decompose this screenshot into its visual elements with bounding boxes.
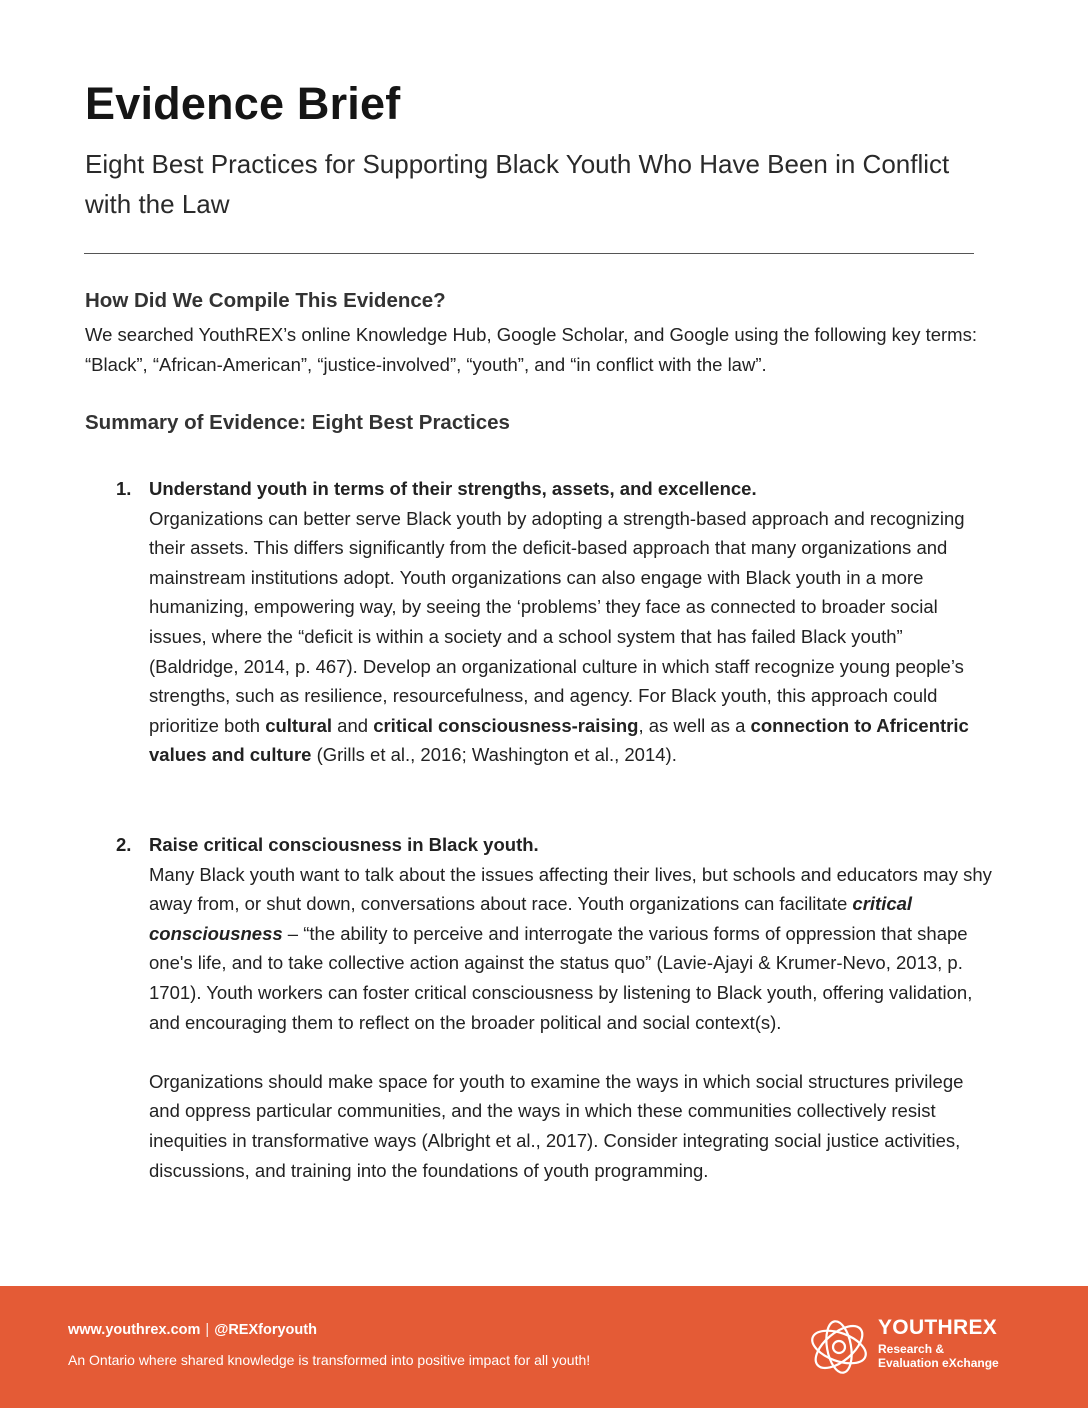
orbit-logo-icon — [806, 1314, 872, 1380]
practice-number: 2. — [116, 834, 132, 855]
website-link[interactable]: www.youthrex.com — [68, 1322, 201, 1338]
footer-tagline: An Ontario where shared knowledge is transformed into positive impact for all youth! — [68, 1352, 591, 1368]
practice-heading: Raise critical consciousness in Black youth. — [149, 834, 539, 855]
footer-links — [68, 1322, 317, 1338]
practice-item-1 — [116, 474, 996, 770]
logo-subtitle: Research & Evaluation eXchange — [878, 1342, 999, 1370]
practice-body: Organizations can better serve Black youth by adopting a strength-based approach and recognizing their assets. This differs significantly from the deficit-based approach that many organizations and mainstream institutions adopt. Youth organizations can also engage with Black youth in a more humanizing, empowering way, by seeing the ‘problems’ they face as connected to broader social issues, where the “deficit is within a society and a school system that has failed Black youth” (Baldridge, 2014, p. 467). Develop an organizational culture in which staff recognize young people’s strengths, such as resilience, resourcefulness, and agency. For Black youth, this approach could prioritize both cultural and critical consciousness-raising, as well as a connection to Africentric values and culture (Grills et al., 2016; Washington et al., 2014). — [149, 507, 969, 766]
practice-number: 1. — [116, 478, 132, 499]
summary-heading: Summary of Evidence: Eight Best Practices — [85, 411, 510, 434]
page-subtitle: Eight Best Practices for Supporting Black Youth Who Have Been in Conflict with the Law — [85, 149, 950, 219]
logo-name: YOUTHREX — [878, 1316, 998, 1339]
practice-item-2 — [116, 830, 996, 1185]
page-title: Evidence Brief — [85, 78, 401, 129]
footer-separator: | — [205, 1322, 210, 1338]
practice-heading: Understand youth in terms of their strengths, assets, and excellence. — [149, 478, 757, 499]
practice-body: Many Black youth want to talk about the issues affecting their lives, but schools and educators may shy away from, or shut down, conversations about race. Youth organizations can facilitate critical consciousness – “the ability to perceive and interrogate the various forms of oppression that shape one's life, and to take collective action against the status quo” (Lavie-Ajayi & Krumer-Nevo, 2013, p. 1701). Youth workers can foster critical consciousness by listening to Black youth, offering validation, and encouraging them to reflect on the broader political and social context(s). — [149, 863, 992, 1033]
practice-body-paragraph-2: Organizations should make space for youth to examine the ways in which social structures privilege and oppress particular communities, and the ways in which these communities collectively resist inequities in transformative ways (Albright et al., 2017). Consider integrating social justice activities, discussions, and training into the foundations of youth programming. — [149, 1070, 964, 1181]
social-handle-link[interactable]: @REXforyouth — [214, 1322, 317, 1338]
compile-body: We searched YouthREX’s online Knowledge Hub, Google Scholar, and Google using the following key terms: “Black”, “African-American”, “justice-involved”, “youth”, and “in conflict with the law”. — [85, 324, 977, 375]
footer-bar — [0, 1286, 1088, 1408]
compile-heading: How Did We Compile This Evidence? — [85, 289, 446, 312]
youthrex-logo — [806, 1314, 1026, 1380]
divider — [84, 253, 974, 254]
